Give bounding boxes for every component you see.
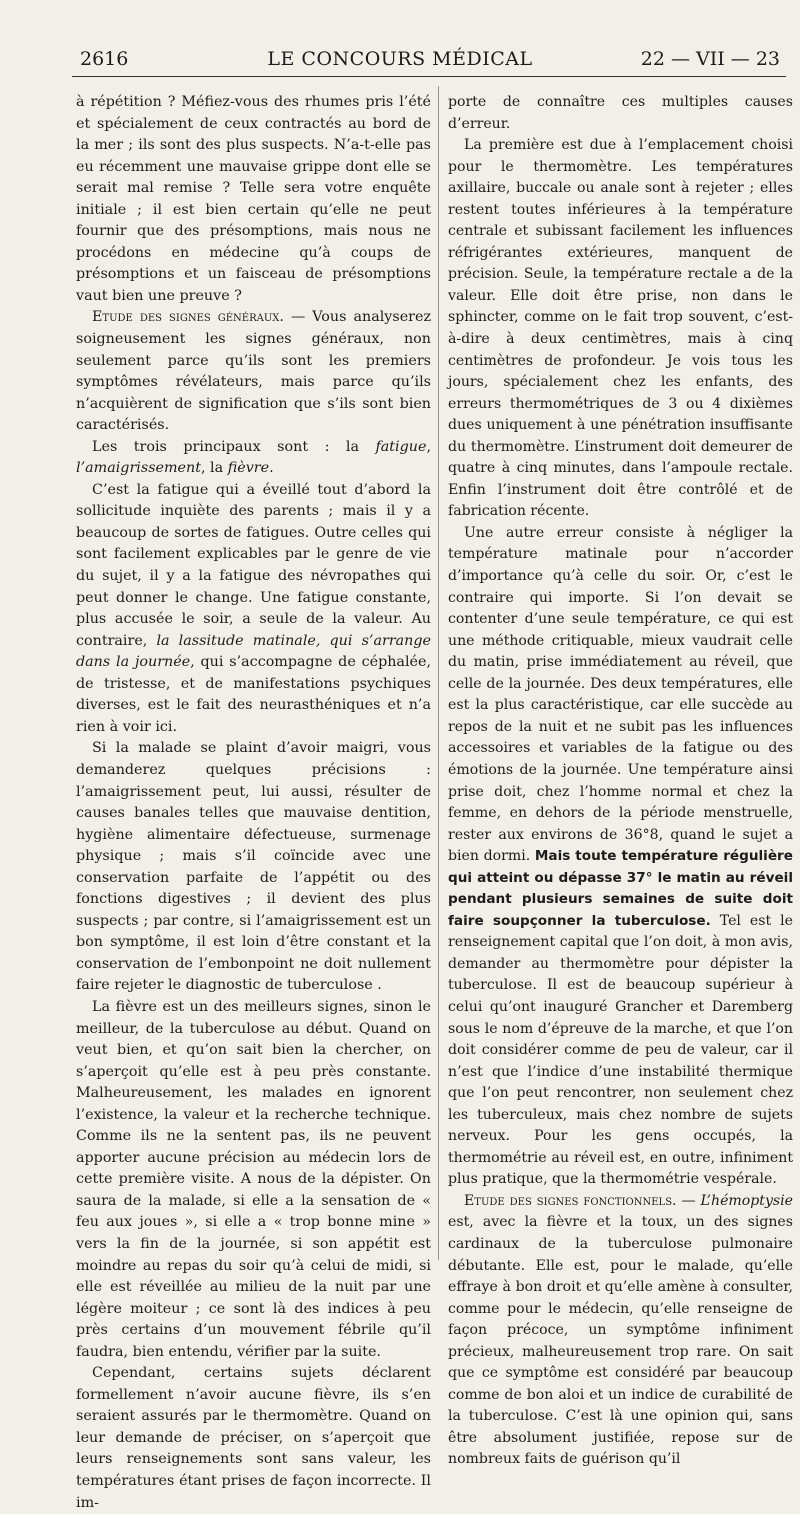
paragraph-text: Tel est le renseignement capital que l’on doit, à mon avis, demander au thermomètre pour dépister la tuberculose. Il est de beaucoup supérieur à celui qu’ont inauguré Grancher et Daremberg sous le nom d’épreuve de la marche, et que l’on doit considérer comme de peu de valeur, car il n’est que l’indice d’une instabilité thermique que l’on peut rencontrer, non seulement chez les tuberculeux, mais chez nombre de sujets nerveux. Pour les gens occupés, la thermométrie au réveil est, en outre, infiniment plus pratique, que la thermométrie vespérale. <box>448 912 793 1188</box>
paragraph <box>448 523 793 1191</box>
page-number: 2616 <box>80 48 129 70</box>
section-heading: Etude des signes fonctionnels. <box>464 1192 677 1209</box>
italic-term: fatigue <box>375 438 427 455</box>
right-column <box>448 92 793 1471</box>
header-rule <box>72 76 786 77</box>
paragraph-text: Une autre erreur consiste à négliger la température matinale pour n’accorder d’importance qu’à celle du soir. Or, c’est le contraire qui importe. Si l’on devait se contenter d’une seule température, ce qui est une méthode critiquable, mieux vaudrait celle du matin, prise immédiatement au réveil, que celle de la journée. Des deux températures, elle est la plus caractéristique, car elle succède au repos de la nuit et ne subit pas les influences accessoires et variables de la fatigue ou des émotions de la journée. Une température ainsi prise doit, chez l’homme normal et chez la femme, en dehors de la période menstruelle, rester aux environs de 36°8, quand le sujet a bien dormi. <box>448 524 793 865</box>
paragraph-text: est, avec la fièvre et la toux, un des signes cardinaux de la tuberculose pulmonaire débutante. Elle est, pour le malade, qu’elle effraye à bon droit et qu’elle amène à consulter, comme pour le médecin, qu’elle renseigne de façon précoce, un symptôme infiniment précieux, malheureusement trop rare. On sait que ce symptôme est considéré par beaucoup comme de bon aloi et un indice de curabilité de la tuberculose. C’est là une opinion qui, sans être absolument justifiée, repose sur de nombreux faits de guérison qu’il <box>448 1214 793 1468</box>
paragraph: Cependant, certains sujets déclarent formellement n’avoir aucune fièvre, ils s’en seraient assurés par le thermomètre. Quand on leur demande de préciser, on s’aperçoit que leurs renseignements sont sans valeur, les températures étant prises de façon incorrecte. Il im- <box>76 1365 431 1511</box>
italic-phrase: la lassitude matinale, qui s’arrange dans la journée <box>76 632 431 671</box>
paragraph <box>448 1191 793 1471</box>
italic-term: l’amaigrissement <box>76 460 201 477</box>
italic-term: fièvre <box>227 460 270 477</box>
paragraph-text: — <box>676 1192 701 1209</box>
paragraph-text: Les trois principaux sont : la <box>92 438 376 455</box>
paragraph <box>76 307 431 436</box>
section-heading: Etude des signes généraux. <box>92 309 284 326</box>
paragraph-text: . <box>269 460 274 477</box>
paragraph: La première est due à l’emplacement choisi pour le thermomètre. Les températures axillaire, buccale ou anale sont à rejeter ; elles restent toutes inférieures à la température centrale et subissant facilement les influences réfrigérantes extérieures, manquent de précision. Seule, la température rectale a de la valeur. Elle doit être prise, non dans le sphincter, comme on le fait trop souvent, c’est-à-dire à deux centimètres, mais à cinq centimètres de profondeur. Je vois tous les jours, spécialement chez les enfants, des erreurs thermométriques de 3 ou 4 dixièmes dues uniquement à une pénétration insuffisante du thermomètre. L’instrument doit demeurer de quatre à cinq minutes, dans l’ampoule rectale. Enfin l’instrument doit être contrôlé et de fabrication récente. <box>448 137 793 520</box>
paragraph: porte de connaître ces multiples causes d’erreur. <box>448 94 793 132</box>
bold-statement: Mais toute température régulière qui atteint ou dépasse 37° le matin au réveil pendant plusieurs semaines de suite doit faire soupçonner la tuberculose. <box>448 848 793 929</box>
paragraph: Si la malade se plaint d’avoir maigri, vous demanderez quelques précisions : l’amaigrissement peut, lui aussi, résulter de causes banales telles que mauvaise dentition, hygiène alimentaire défectueuse, surmenage physique ; mais s’il coïncide avec une conservation parfaite de l’appétit ou des fonctions digestives ; il devient des plus suspects ; par contre, si l’amaigrissement est un bon symptôme, il est loin d’être constant et la conservation de l’embonpoint ne doit nullement faire rejeter le diagnostic de tuberculose . <box>76 740 431 994</box>
paragraph-text: — Vous analyserez soigneusement les signes généraux, non seulement parce qu’ils sont les premiers symptômes révélateurs, mais parce qu’ils n’acquièrent de signification que s’ils sont bien caractérisés. <box>76 309 431 434</box>
paragraph <box>76 437 431 480</box>
paragraph: La fièvre est un des meilleurs signes, sinon le meilleur, de la tuberculose au début. Quand on veut bien, et qu’on sait bien la chercher, on s’aperçoit qu’elle est à peu près constante. Malheureusement, les malades en ignorent l’existence, la valeur et la recherche technique. Comme ils ne la sentent pas, ils ne peuvent apporter aucune précision au médecin lors de cette première visite. A nous de la dépister. On saura de la malade, si elle a la sensation de « feu aux joues », si elle a « trop bonne mine » vers la fin de la journée, si son appétit est moindre au repas du soir qu’à celui de midi, si elle est réveillée au milieu de la nuit par une légère moiteur ; ce sont là des indices à peu près certains d’un mouvement fébrile qu’il faudra, bien entendu, vérifier par la suite. <box>76 998 431 1360</box>
paragraph: à répétition ? Méfiez-vous des rhumes pris l’été et spécialement de ceux contractés au bord de la mer ; ils sont des plus suspects. N’a-t-elle pas eu récemment une mauvaise grippe dont elle se serait mal remise ? Telle sera votre enquête initiale ; il est bien certain qu’elle ne peut fournir que des présomptions, mais nous ne procédons en médecine qu’à coups de présomptions et un faisceau de présomptions vaut bien une preuve ? <box>76 94 431 304</box>
issue-date: 22 — VII — 23 <box>640 48 780 70</box>
column-divider <box>438 86 439 1260</box>
left-column <box>76 92 431 1514</box>
paragraph <box>76 480 431 739</box>
page-header <box>0 40 800 76</box>
paragraph-text: C’est la fatigue qui a éveillé tout d’abord la sollicitude inquiète des parents ; mais il y a beaucoup de sortes de fatigues. Outre celles qui sont facilement explicables par le genre de vie du sujet, il y a la fatigue des névropathes qui peut donner le change. Une fatigue constante, plus accusée le soir, a seule de la valeur. Au contraire, <box>76 481 431 649</box>
paragraph-text: , la <box>200 460 228 477</box>
paragraph-text: , qui s’accompagne de céphalée, de tristesse, et de manifestations psychiques diverses, est le fait des neurasthéniques et n’a rien à voir ici. <box>76 654 431 735</box>
journal-title: LE CONCOURS MÉDICAL <box>267 48 533 70</box>
paragraph-text: , <box>426 438 431 455</box>
italic-term: L’hémoptysie <box>700 1192 793 1209</box>
